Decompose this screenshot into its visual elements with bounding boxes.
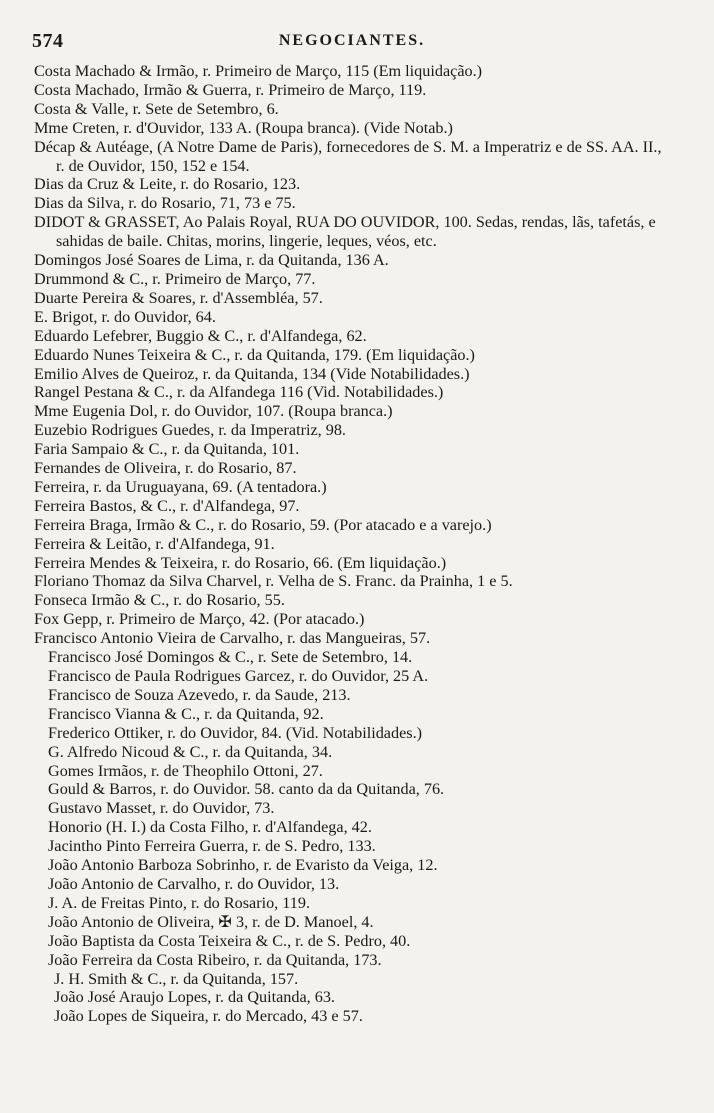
list-item: Drummond & C., r. Primeiro de Março, 77. — [34, 269, 316, 288]
list-item: Duarte Pereira & Soares, r. d'Assembléa, 57. — [34, 288, 323, 307]
list-item: João José Araujo Lopes, r. da Quitanda, 63. — [54, 988, 335, 1007]
list-item: J. H. Smith & C., r. da Quitanda, 157. — [54, 969, 299, 988]
list-item: Honorio (H. I.) da Costa Filho, r. d'Alfandega, 42. — [48, 818, 372, 837]
list-item: Ferreira, r. da Uruguayana, 69. (A tentadora.) — [34, 477, 327, 496]
list-item: Fonseca Irmão & C., r. do Rosario, 55. — [34, 591, 285, 610]
section-title: NEGOCIANTES. — [278, 32, 426, 49]
merchant-list — [34, 62, 674, 1026]
list-item: Faria Sampaio & C., r. da Quitanda, 101. — [34, 440, 300, 459]
list-item: Eduardo Nunes Teixeira & C., r. da Quitanda, 179. (Em liquidação.) — [34, 345, 475, 364]
list-item: Francisco José Domingos & C., r. Sete de Setembro, 14. — [48, 648, 413, 667]
list-item: Floriano Thomaz da Silva Charvel, r. Velha de S. Franc. da Prainha, 1 e 5. — [34, 572, 513, 591]
list-item: Jacintho Pinto Ferreira Guerra, r. de S. Pedro, 133. — [48, 837, 376, 856]
list-item: DIDOT & GRASSET, Ao Palais Royal, RUA DO OUVIDOR, 100. Sedas, rendas, lãs, tafetás, e sahidas de baile. Chitas, morins, lingerie, leques, véos, etc. — [34, 213, 656, 251]
page-header — [32, 30, 672, 56]
list-item: Domingos José Soares de Lima, r. da Quitanda, 136 A. — [34, 251, 389, 270]
list-item: Fernandes de Oliveira, r. do Rosario, 87. — [34, 459, 297, 478]
list-item: G. Alfredo Nicoud & C., r. da Quitanda, 34. — [48, 742, 333, 761]
list-item: Francisco de Paula Rodrigues Garcez, r. do Ouvidor, 25 A. — [48, 667, 429, 685]
list-item: Euzebio Rodrigues Guedes, r. da Imperatriz, 98. — [34, 421, 346, 440]
list-item: Mme Creten, r. d'Ouvidor, 133 A. (Roupa branca). (Vide Notab.) — [34, 118, 453, 137]
list-item: Francisco Antonio Vieira de Carvalho, r. das Mangueiras, 57. — [34, 629, 431, 648]
list-item: Francisco de Souza Azevedo, r. da Saude, 213. — [48, 685, 351, 704]
list-item: Ferreira Braga, Irmão & C., r. do Rosario, 59. (Por atacado e a varejo.) — [34, 515, 492, 534]
list-item: Décap & Autéage, (A Notre Dame de Paris), fornecedores de S. M. a Imperatriz e de SS. AA. II., r. de Ouvidor, 150, 152 e 154. — [34, 137, 662, 175]
list-item: Gustavo Masset, r. do Ouvidor, 73. — [48, 799, 275, 818]
list-item: Ferreira Mendes & Teixeira, r. do Rosario, 66. (Em liquidação.) — [34, 553, 447, 572]
list-item: Costa & Valle, r. Sete de Setembro, 6. — [34, 99, 279, 118]
list-item: Dias da Cruz & Leite, r. do Rosario, 123. — [34, 175, 301, 194]
list-item: Eduardo Lefebrer, Buggio & C., r. d'Alfandega, 62. — [34, 326, 367, 345]
list-item: Rangel Pestana & C., r. da Alfandega 116 (Vid. Notabilidades.) — [34, 383, 444, 402]
list-item: Costa Machado, Irmão & Guerra, r. Primeiro de Março, 119. — [34, 80, 427, 99]
list-item: Gomes Irmãos, r. de Theophilo Ottoni, 27. — [48, 761, 323, 780]
list-item: Francisco Vianna & C., r. da Quitanda, 92. — [48, 704, 324, 723]
list-item: Costa Machado & Irmão, r. Primeiro de Março, 115 (Em liquidação.) — [34, 62, 483, 80]
list-item: E. Brigot, r. do Ouvidor, 64. — [34, 307, 216, 326]
list-item: João Antonio Barboza Sobrinho, r. de Evaristo da Veiga, 12. — [48, 856, 438, 875]
list-item: João Antonio de Carvalho, r. do Ouvidor, 13. — [48, 874, 340, 893]
list-item: Ferreira & Leitão, r. d'Alfandega, 91. — [34, 534, 275, 553]
list-item: Fox Gepp, r. Primeiro de Março, 42. (Por atacado.) — [34, 610, 365, 629]
list-item: João Lopes de Siqueira, r. do Mercado, 43 e 57. — [54, 1007, 363, 1026]
list-item: Ferreira Bastos, & C., r. d'Alfandega, 97. — [34, 496, 300, 515]
list-item: Mme Eugenia Dol, r. do Ouvidor, 107. (Roupa branca.) — [34, 402, 393, 421]
list-item: João Antonio de Oliveira, ✠ 3, r. de D. Manoel, 4. — [48, 912, 374, 931]
page-number: 574 — [32, 30, 64, 52]
list-item: João Baptista da Costa Teixeira & C., r. de S. Pedro, 40. — [48, 931, 411, 950]
list-item: Gould & Barros, r. do Ouvidor. 58. canto da da Quitanda, 76. — [48, 780, 445, 799]
list-item: Dias da Silva, r. do Rosario, 71, 73 e 75. — [34, 194, 296, 213]
list-item: João Ferreira da Costa Ribeiro, r. da Quitanda, 173. — [48, 950, 382, 969]
list-item: Frederico Ottiker, r. do Ouvidor, 84. (Vid. Notabilidades.) — [48, 723, 423, 742]
list-item: Emilio Alves de Queiroz, r. da Quitanda, 134 (Vide Notabilidades.) — [34, 364, 470, 383]
list-item: J. A. de Freitas Pinto, r. do Rosario, 119. — [48, 893, 310, 912]
